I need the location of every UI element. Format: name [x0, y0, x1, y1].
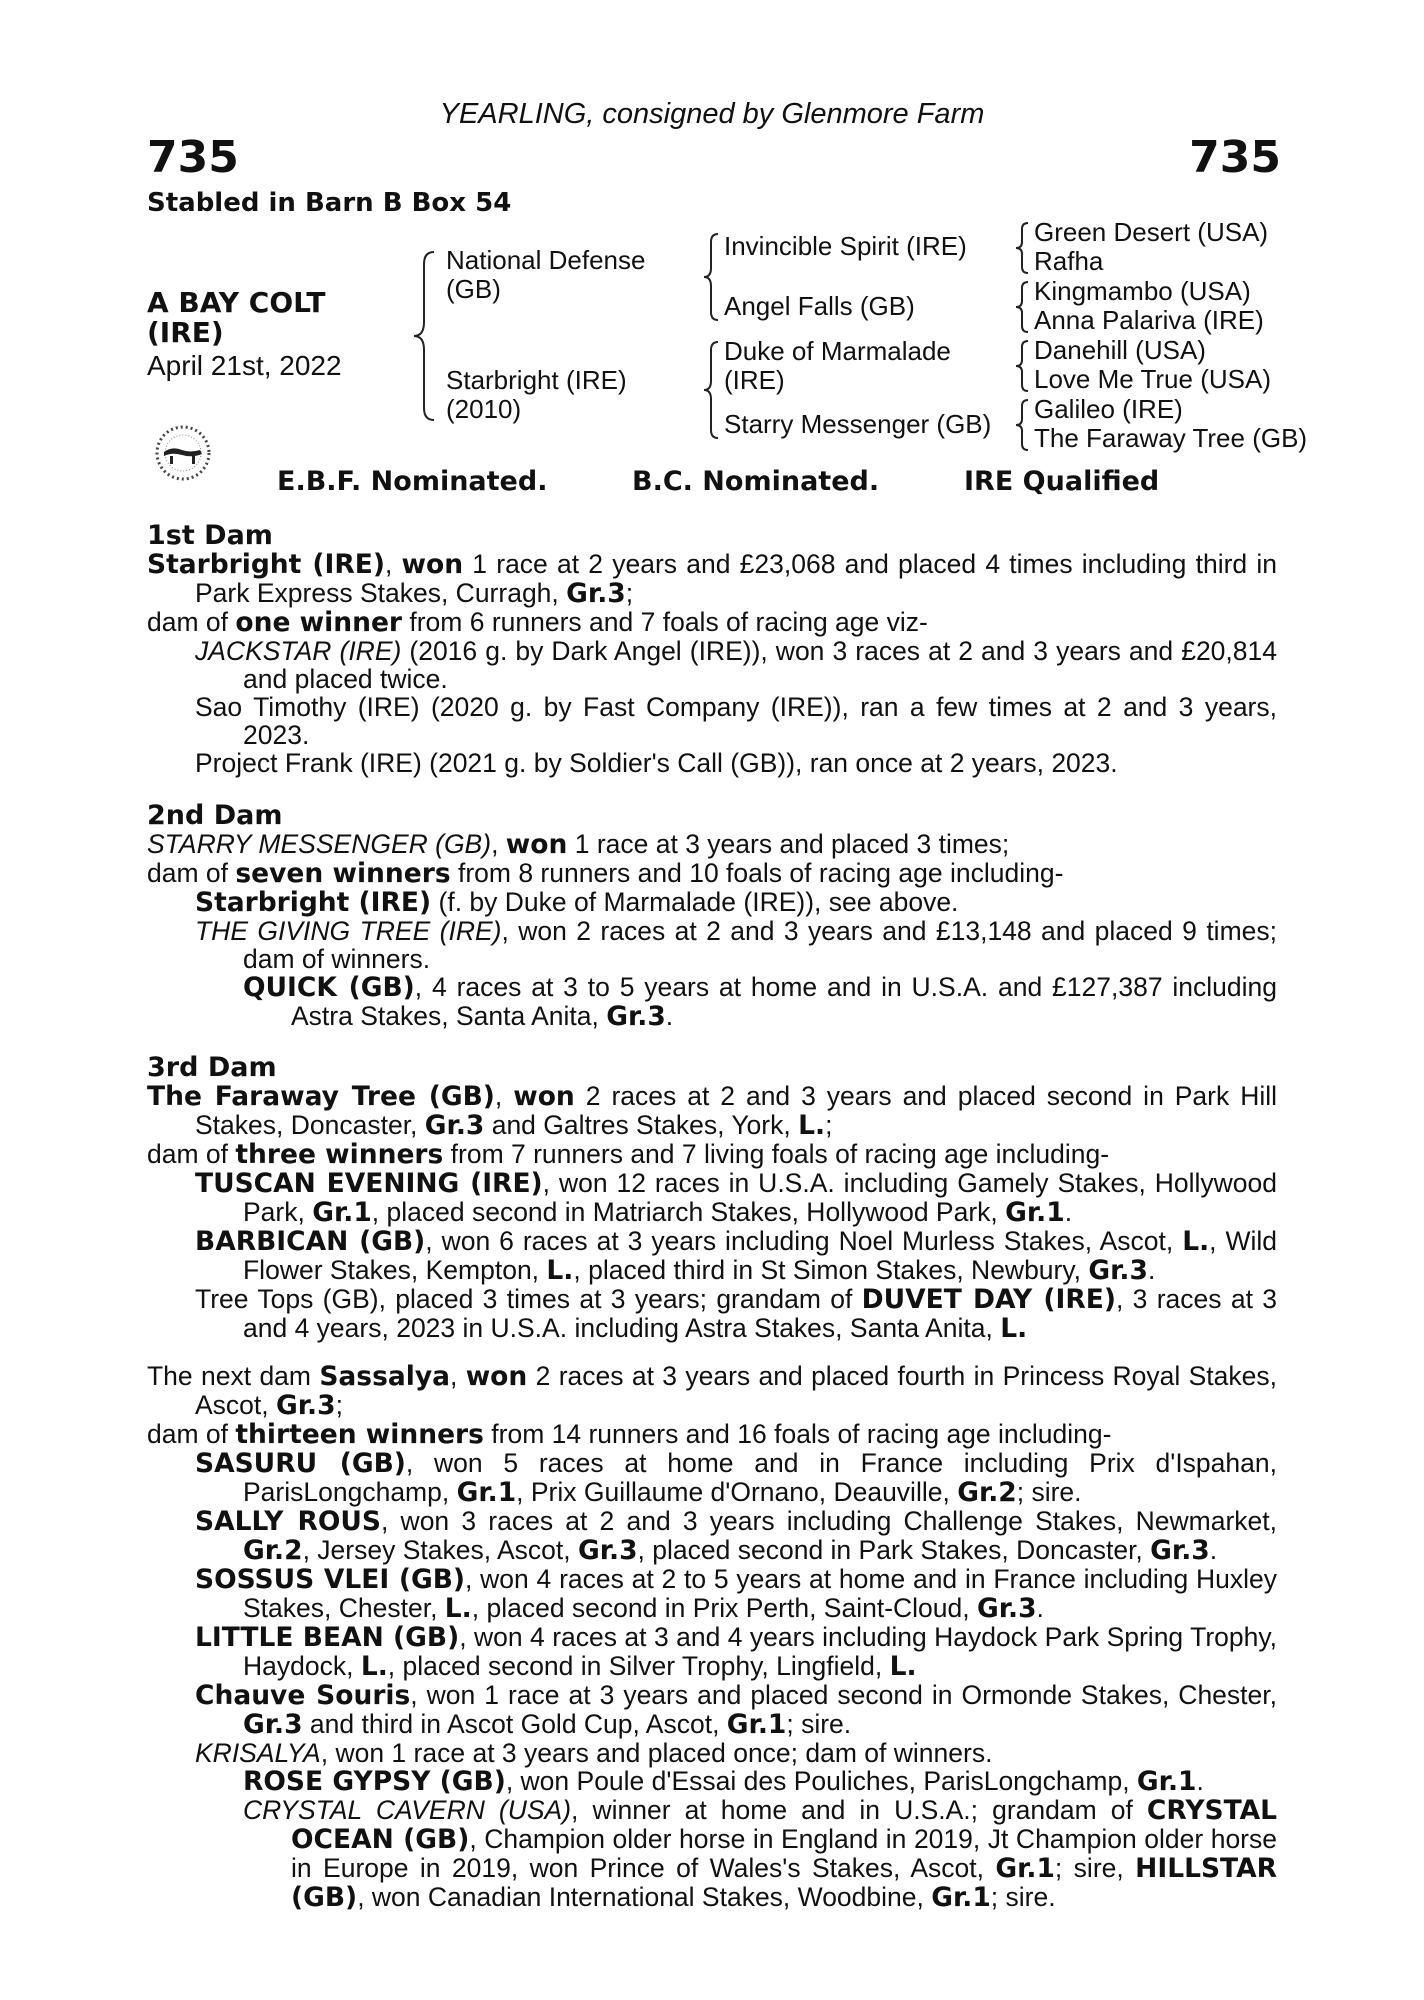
text-run: ;: [625, 578, 634, 608]
second-dam-record: [147, 830, 1277, 859]
text-run: , won 5 races at home and in France including Prix d'Ispahan, ParisLongchamp,: [243, 1448, 1277, 1507]
bold-text: SOSSUS VLEI (GB): [195, 1564, 466, 1595]
text-run: .: [1064, 1197, 1073, 1227]
text-run: dam of: [147, 858, 236, 888]
bold-text: Chauve Souris: [195, 1680, 411, 1711]
horse-name-line2: (IRE): [147, 316, 224, 349]
text-run: ; sire.: [1016, 1477, 1082, 1507]
text-run: The next dam: [147, 1361, 320, 1391]
text-run: , placed second in Silver Trophy, Lingfield,: [387, 1651, 890, 1681]
bold-text: Gr.2: [243, 1535, 303, 1566]
text-run: , won 4 races at 2 to 5 years at home and in France including Huxley Stakes, Chester,: [243, 1564, 1277, 1623]
text-run: , Jersey Stakes, Ascot,: [302, 1535, 578, 1565]
second-dam-grandproduce-1: [243, 973, 1277, 1031]
pedigree-dam-line1: Starbright (IRE): [446, 365, 627, 395]
text-run: (2016 g. by Dark Angel (IRE)), won 3 races at 2 and 3 years and £20,814 and placed twice.: [243, 636, 1277, 694]
bold-text: L.: [1182, 1226, 1210, 1257]
next-dam-record: [147, 1362, 1277, 1420]
text-run: .: [1036, 1593, 1044, 1623]
bold-text: L.: [444, 1593, 472, 1624]
text-run: dam of: [147, 1419, 236, 1449]
text-run: , won 4 races at 3 and 4 years including Haydock Park Spring Trophy, Haydock,: [243, 1622, 1278, 1681]
bold-text: The Faraway Tree (GB): [147, 1081, 495, 1112]
bold-text: Starbright (IRE): [195, 887, 432, 918]
next-dam-produce-6: [195, 1739, 1277, 1767]
horse-name: [147, 288, 325, 348]
bold-text: won: [505, 829, 568, 860]
italic-text: KRISALYA: [195, 1738, 321, 1768]
text-run: , winner at home and in U.S.A.; grandam of: [571, 1795, 1147, 1825]
bold-text: BARBICAN (GB): [195, 1226, 426, 1257]
pedigree-gg-brace-4: [1012, 397, 1032, 453]
text-run: ,: [384, 549, 402, 579]
farm-logo-icon: [148, 418, 218, 488]
text-run: ,: [449, 1361, 466, 1391]
italic-text: JACKSTAR (IRE): [195, 636, 402, 666]
bold-text: Gr.3: [243, 1709, 303, 1740]
consignment-line: YEARLING, consigned by Glenmore Farm: [439, 98, 985, 130]
bold-text: L.: [1000, 1313, 1028, 1344]
lot-number-right: 735: [1189, 132, 1281, 183]
bold-text: QUICK (GB): [243, 972, 415, 1003]
text-run: from 6 runners and 7 foals of racing age viz-: [402, 607, 928, 637]
italic-text: STARRY MESSENGER (GB): [147, 829, 492, 859]
text-run: , won 12 races in U.S.A. including Gamely Stakes, Hollywood Park,: [243, 1168, 1277, 1227]
text-run: , won 1 race at 3 years and placed once; dam of winners.: [320, 1738, 993, 1768]
pedigree-dam-sire: [724, 337, 951, 395]
third-dam-produce-3: [195, 1285, 1277, 1343]
bold-text: DUVET DAY (IRE): [861, 1284, 1116, 1315]
bold-text: won: [465, 1361, 528, 1392]
next-dam-produce-5: [195, 1681, 1277, 1739]
italic-text: CRYSTAL CAVERN (USA): [243, 1795, 572, 1825]
bold-text: three winners: [235, 1139, 444, 1170]
next-dam-produce-2: [195, 1507, 1277, 1565]
stabled-line: Stabled in Barn B Box 54: [147, 188, 512, 218]
foaling-date: April 21st, 2022: [147, 350, 342, 381]
pedigree-dam-line2: (2010): [446, 394, 522, 424]
text-run: , won 2 races at 2 and 3 years and £13,148 and placed 9 times; dam of winners.: [243, 916, 1277, 974]
first-dam-produce-summary: [147, 608, 1277, 637]
bold-text: won: [401, 549, 464, 580]
bold-text: CRYSTAL OCEAN (GB): [291, 1795, 1278, 1855]
pedigree-gg5: Danehill (USA): [1034, 335, 1206, 365]
bold-text: won: [513, 1081, 575, 1112]
text-run: ;: [825, 1110, 833, 1140]
pedigree-gg3: Kingmambo (USA): [1034, 276, 1251, 306]
pedigree-sire: [446, 246, 645, 304]
bold-text: thirteen winners: [235, 1419, 484, 1450]
text-run: , won Poule d'Essai des Pouliches, ParisLongchamp,: [505, 1766, 1137, 1796]
next-dam-grandproduce-1: [243, 1767, 1277, 1796]
text-run: , 3 races at 3 and 4 years, 2023 in U.S.A. including Astra Stakes, Santa Anita,: [243, 1284, 1278, 1343]
bold-text: Gr.1: [312, 1197, 372, 1228]
nomination-ire: IRE Qualified: [964, 466, 1160, 497]
next-dam-produce-4: [195, 1623, 1277, 1681]
text-run: 2 races at 2 and 3 years and placed second in Park Hill Stakes, Doncaster,: [195, 1081, 1277, 1140]
bold-text: Gr.3: [606, 1001, 666, 1032]
bold-text: Gr.1: [456, 1477, 517, 1508]
pedigree-dam-sire-line2: (IRE): [724, 365, 785, 395]
text-run: dam of: [147, 1139, 236, 1169]
bold-text: TUSCAN EVENING (IRE): [195, 1168, 543, 1199]
text-run: 1 race at 3 years and placed 3 times;: [567, 829, 1010, 859]
pedigree-dam-sire-line1: Duke of Marmalade: [724, 336, 951, 366]
text-run: from 14 runners and 16 foals of racing age including-: [483, 1419, 1112, 1449]
bold-text: Sassalya: [319, 1361, 450, 1392]
text-run: from 8 runners and 10 foals of racing age including-: [450, 858, 1064, 888]
third-dam-produce-summary: [147, 1140, 1277, 1169]
nomination-ebf: E.B.F. Nominated.: [277, 466, 548, 497]
text-run: 2 races at 3 years and placed fourth in Princess Royal Stakes, Ascot,: [195, 1361, 1278, 1420]
text-run: , Wild Flower Stakes, Kempton,: [243, 1226, 1277, 1285]
first-dam-produce-1: [195, 637, 1277, 693]
next-dam-produce-summary: [147, 1420, 1277, 1449]
text-run: from 7 runners and 7 living foals of racing age including-: [443, 1139, 1110, 1169]
bold-text: LITTLE BEAN (GB): [195, 1622, 460, 1653]
bold-text: Gr.3: [976, 1593, 1037, 1624]
second-dam-produce-2: [195, 917, 1277, 973]
bold-text: SALLY ROUS: [195, 1506, 382, 1537]
text-run: ,: [491, 829, 506, 859]
bold-text: Gr.3: [276, 1390, 336, 1421]
first-dam-heading: 1st Dam: [147, 520, 273, 551]
text-run: .: [665, 1001, 674, 1031]
text-run: , placed third in St Simon Stakes, Newbury,: [573, 1255, 1089, 1285]
text-run: , placed second in Matriarch Stakes, Hollywood Park,: [371, 1197, 1006, 1227]
pedigree-sire-brace: [700, 232, 722, 322]
text-run: , won Canadian International Stakes, Woodbine,: [357, 1882, 932, 1912]
bold-text: Gr.1: [726, 1709, 787, 1740]
text-run: 1 race at 2 years and £23,068 and placed 4 times including third in Park Express Stakes, Curragh,: [195, 549, 1277, 608]
section-first-dam: [147, 522, 1277, 777]
first-dam-produce-2: [195, 693, 1277, 749]
text-run: ;: [335, 1390, 343, 1420]
pedigree-sire-sire: Invincible Spirit (IRE): [724, 231, 967, 261]
pedigree-gg8: The Faraway Tree (GB): [1034, 423, 1308, 453]
pedigree-main-brace: [408, 250, 438, 422]
text-run: ,: [494, 1081, 514, 1111]
third-dam-record: [147, 1082, 1277, 1140]
bold-text: Gr.1: [995, 1853, 1055, 1884]
text-run: and third in Ascot Gold Cup, Ascot,: [302, 1709, 727, 1739]
bold-text: Starbright (IRE): [147, 549, 385, 580]
text-run: Project Frank (IRE) (2021 g. by Soldier's Call (GB)), ran once at 2 years, 2023.: [195, 748, 1118, 778]
bold-text: Gr.3: [1088, 1255, 1148, 1286]
nomination-bc: B.C. Nominated.: [632, 466, 880, 497]
next-dam-produce-1: [195, 1449, 1277, 1507]
bold-text: L.: [360, 1651, 388, 1682]
pedigree-gg2: Rafha: [1034, 246, 1104, 276]
pedigree-gg4: Anna Palariva (IRE): [1034, 305, 1264, 335]
text-run: , Champion older horse in England in 2019, Jt Champion older horse in Europe in 2019, won Prince of Wales's Stakes, Ascot,: [291, 1824, 1277, 1883]
bold-text: L.: [546, 1255, 574, 1286]
bold-text: HILLSTAR (GB): [291, 1853, 1277, 1913]
first-dam-produce-3: [195, 749, 1277, 777]
third-dam-heading: 3rd Dam: [147, 1052, 277, 1083]
lot-number-left: 735: [147, 132, 239, 183]
pedigree-gg6: Love Me True (USA): [1034, 364, 1271, 394]
pedigree-gg-brace-2: [1012, 279, 1032, 335]
text-run: , won 3 races at 2 and 3 years including Challenge Stakes, Newmarket,: [381, 1506, 1277, 1536]
bold-text: Gr.1: [1005, 1197, 1065, 1228]
bold-text: SASURU (GB): [195, 1448, 406, 1479]
next-dam-grandproduce-2: [243, 1796, 1277, 1912]
bold-text: ROSE GYPSY (GB): [243, 1766, 506, 1797]
bold-text: seven winners: [235, 858, 451, 889]
text-run: ; sire.: [990, 1882, 1056, 1912]
text-run: ; sire,: [1054, 1853, 1136, 1883]
text-run: , placed second in Prix Perth, Saint-Cloud,: [471, 1593, 977, 1623]
pedigree-gg-brace-1: [1012, 220, 1032, 276]
text-run: .: [1196, 1766, 1204, 1796]
pedigree-sire-line1: National Defense: [446, 245, 646, 275]
text-run: Sao Timothy (IRE) (2020 g. by Fast Company (IRE)), ran a few times at 2 and 3 years, 2023.: [195, 692, 1277, 750]
section-third-dam: [147, 1054, 1277, 1343]
text-run: (f. by Duke of Marmalade (IRE)), see above.: [431, 887, 959, 917]
pedigree-gg-brace-3: [1012, 338, 1032, 394]
bold-text: Gr.1: [1136, 1766, 1197, 1797]
bold-text: L.: [798, 1110, 826, 1141]
third-dam-produce-2: [195, 1227, 1277, 1285]
text-run: , 4 races at 3 to 5 years at home and in U.S.A. and £127,387 including Astra Stakes, Santa Anita,: [291, 972, 1277, 1031]
text-run: Tree Tops (GB), placed 3 times at 3 years; grandam of: [195, 1284, 862, 1314]
text-run: .: [1209, 1535, 1218, 1565]
first-dam-record: [147, 550, 1277, 608]
pedigree-dam-brace: [700, 340, 722, 440]
bold-text: Gr.1: [931, 1882, 991, 1913]
pedigree-dam-dam: Starry Messenger (GB): [724, 409, 992, 439]
text-run: ; sire.: [786, 1709, 852, 1739]
second-dam-produce-1: [195, 888, 1277, 917]
text-run: , won 6 races at 3 years including Noel Murless Stakes, Ascot,: [425, 1226, 1183, 1256]
text-run: and Galtres Stakes, York,: [484, 1110, 799, 1140]
second-dam-heading: 2nd Dam: [147, 800, 283, 831]
text-run: dam of: [147, 607, 236, 637]
text-run: , Prix Guillaume d'Ornano, Deauville,: [516, 1477, 958, 1507]
bold-text: Gr.3: [1150, 1535, 1210, 1566]
bold-text: Gr.3: [424, 1110, 485, 1141]
pedigree-gg1: Green Desert (USA): [1034, 217, 1269, 247]
text-run: , won 1 race at 3 years and placed second in Ormonde Stakes, Chester,: [410, 1680, 1277, 1710]
second-dam-produce-summary: [147, 859, 1277, 888]
pedigree-dam: [446, 366, 627, 424]
bold-text: Gr.2: [957, 1477, 1017, 1508]
pedigree-sire-dam: Angel Falls (GB): [724, 291, 915, 321]
pedigree-gg7: Galileo (IRE): [1034, 394, 1183, 424]
bold-text: Gr.3: [566, 578, 626, 609]
horse-name-line1: A BAY COLT: [147, 286, 326, 319]
next-dam-produce-3: [195, 1565, 1277, 1623]
text-run: , placed second in Park Stakes, Doncaster,: [637, 1535, 1151, 1565]
bold-text: L.: [889, 1651, 917, 1682]
text-run: .: [1147, 1255, 1156, 1285]
pedigree-sire-line2: (GB): [446, 274, 501, 304]
italic-text: THE GIVING TREE (IRE): [195, 916, 502, 946]
section-next-dam: [147, 1362, 1277, 1912]
section-second-dam: [147, 802, 1277, 1031]
bold-text: Gr.3: [577, 1535, 638, 1566]
bold-text: one winner: [235, 607, 402, 638]
third-dam-produce-1: [195, 1169, 1277, 1227]
